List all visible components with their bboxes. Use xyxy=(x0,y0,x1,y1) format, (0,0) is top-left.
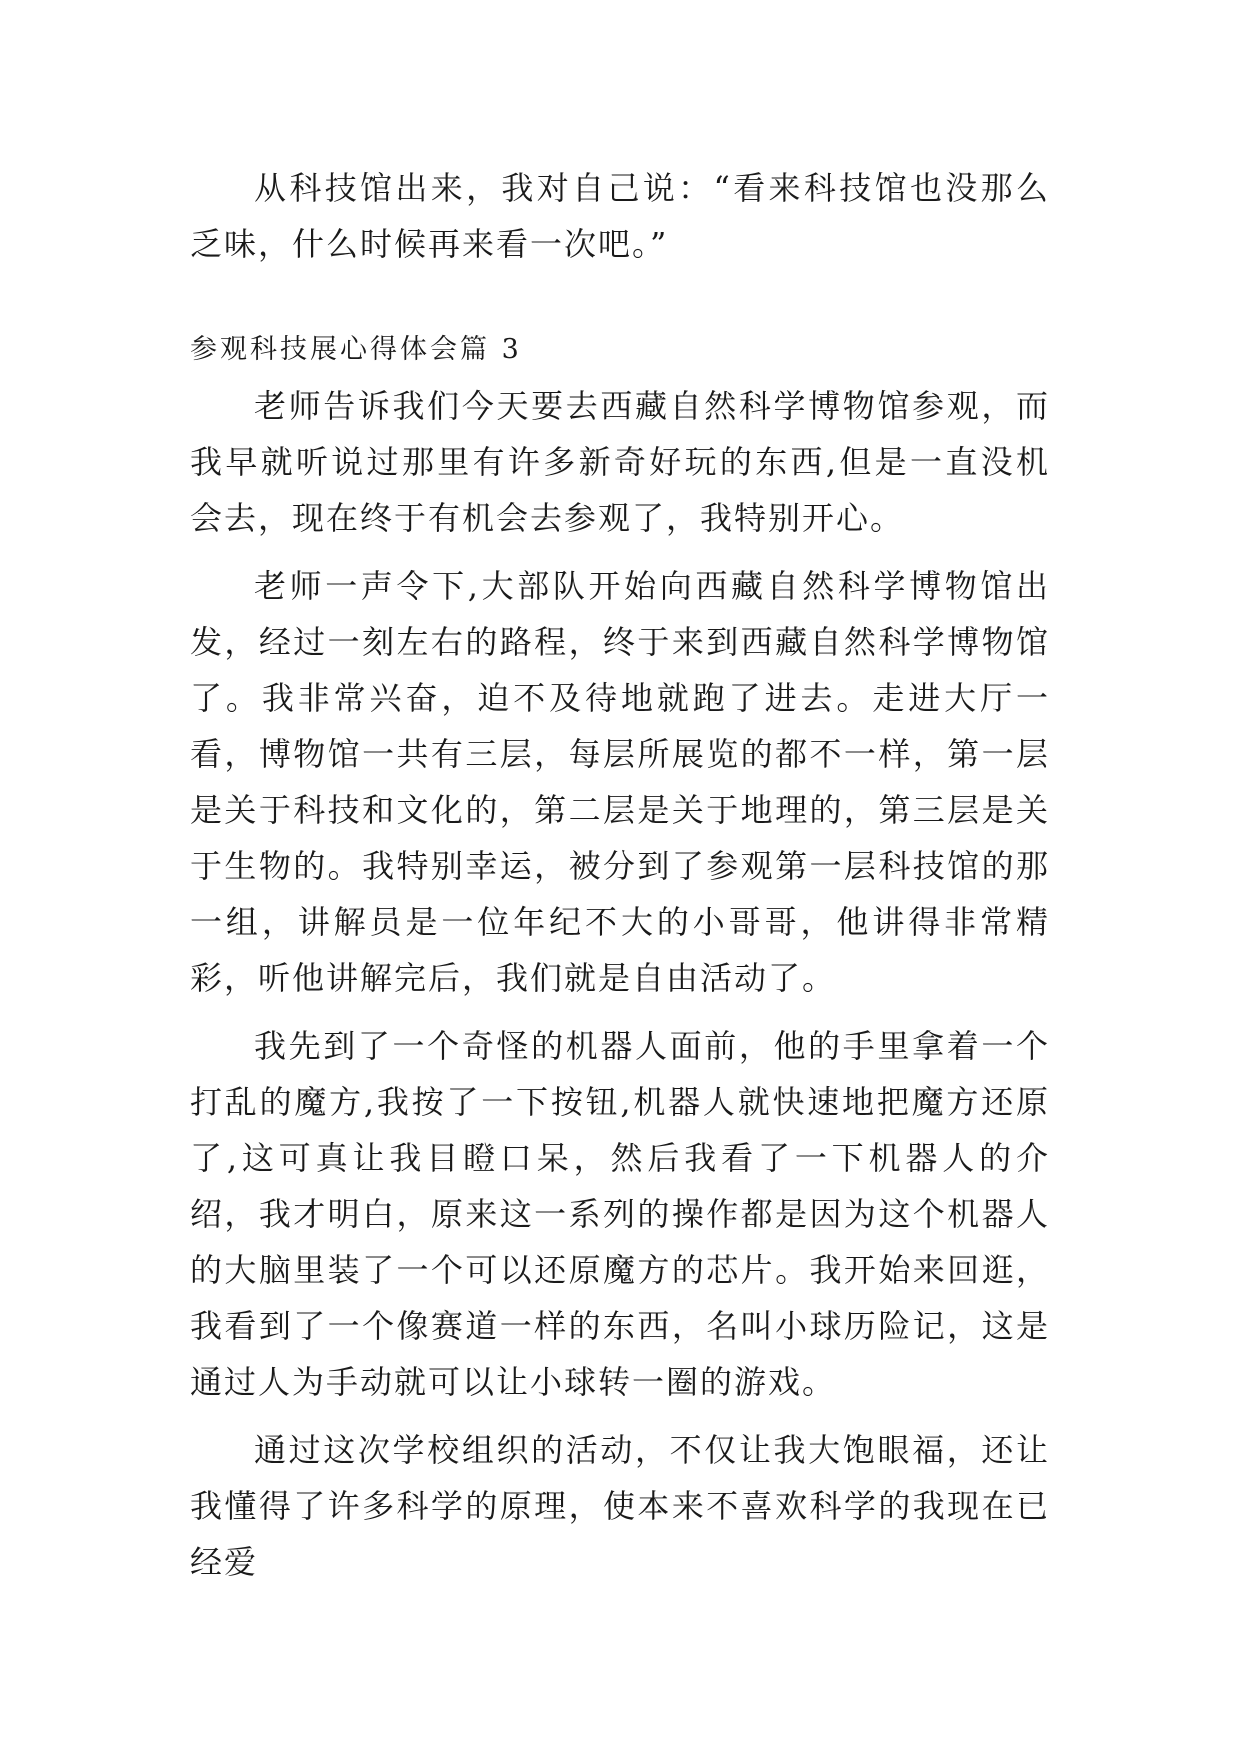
document-body xyxy=(190,160,1050,1602)
paragraph: 老师一声令下,大部队开始向西藏自然科学博物馆出发，经过一刻左右的路程，终于来到西藏自然科学博物馆了。我非常兴奋，迫不及待地就跑了进去。走进大厅一看，博物馆一共有三层，每层所展览的都不一样，第一层是关于科技和文化的，第二层是关于地理的，第三层是关于生物的。我特别幸运，被分到了参观第一层科技馆的那一组，讲解员是一位年纪不大的小哥哥，他讲得非常精彩，听他讲解完后，我们就是自由活动了。 xyxy=(190,567,1050,997)
paragraph: 通过这次学校组织的活动，不仅让我大饱眼福，还让我懂得了许多科学的原理，使本来不喜欢科学的我现在已经爱 xyxy=(190,1431,1050,1581)
paragraph: 老师告诉我们今天要去西藏自然科学博物馆参观，而我早就听说过那里有许多新奇好玩的东西,但是一直没机会去，现在终于有机会去参观了，我特别开心。 xyxy=(190,387,1050,537)
section-title: 参观科技展心得体会篇 3 xyxy=(190,334,522,365)
paragraph: 我先到了一个奇怪的机器人面前，他的手里拿着一个打乱的魔方,我按了一下按钮,机器人就快速地把魔方还原了,这可真让我目瞪口呆，然后我看了一下机器人的介绍，我才明白，原来这一系列的操作都是因为这个机器人的大脑里装了一个可以还原魔方的芯片。我开始来回逛，我看到了一个像赛道一样的东西，名叫小球历险记，这是通过人为手动就可以让小球转一圈的游戏。 xyxy=(190,1027,1050,1401)
paragraph-closing-previous: 从科技馆出来，我对自己说：“看来科技馆也没那么乏味，什么时候再来看一次吧。” xyxy=(190,169,1050,263)
